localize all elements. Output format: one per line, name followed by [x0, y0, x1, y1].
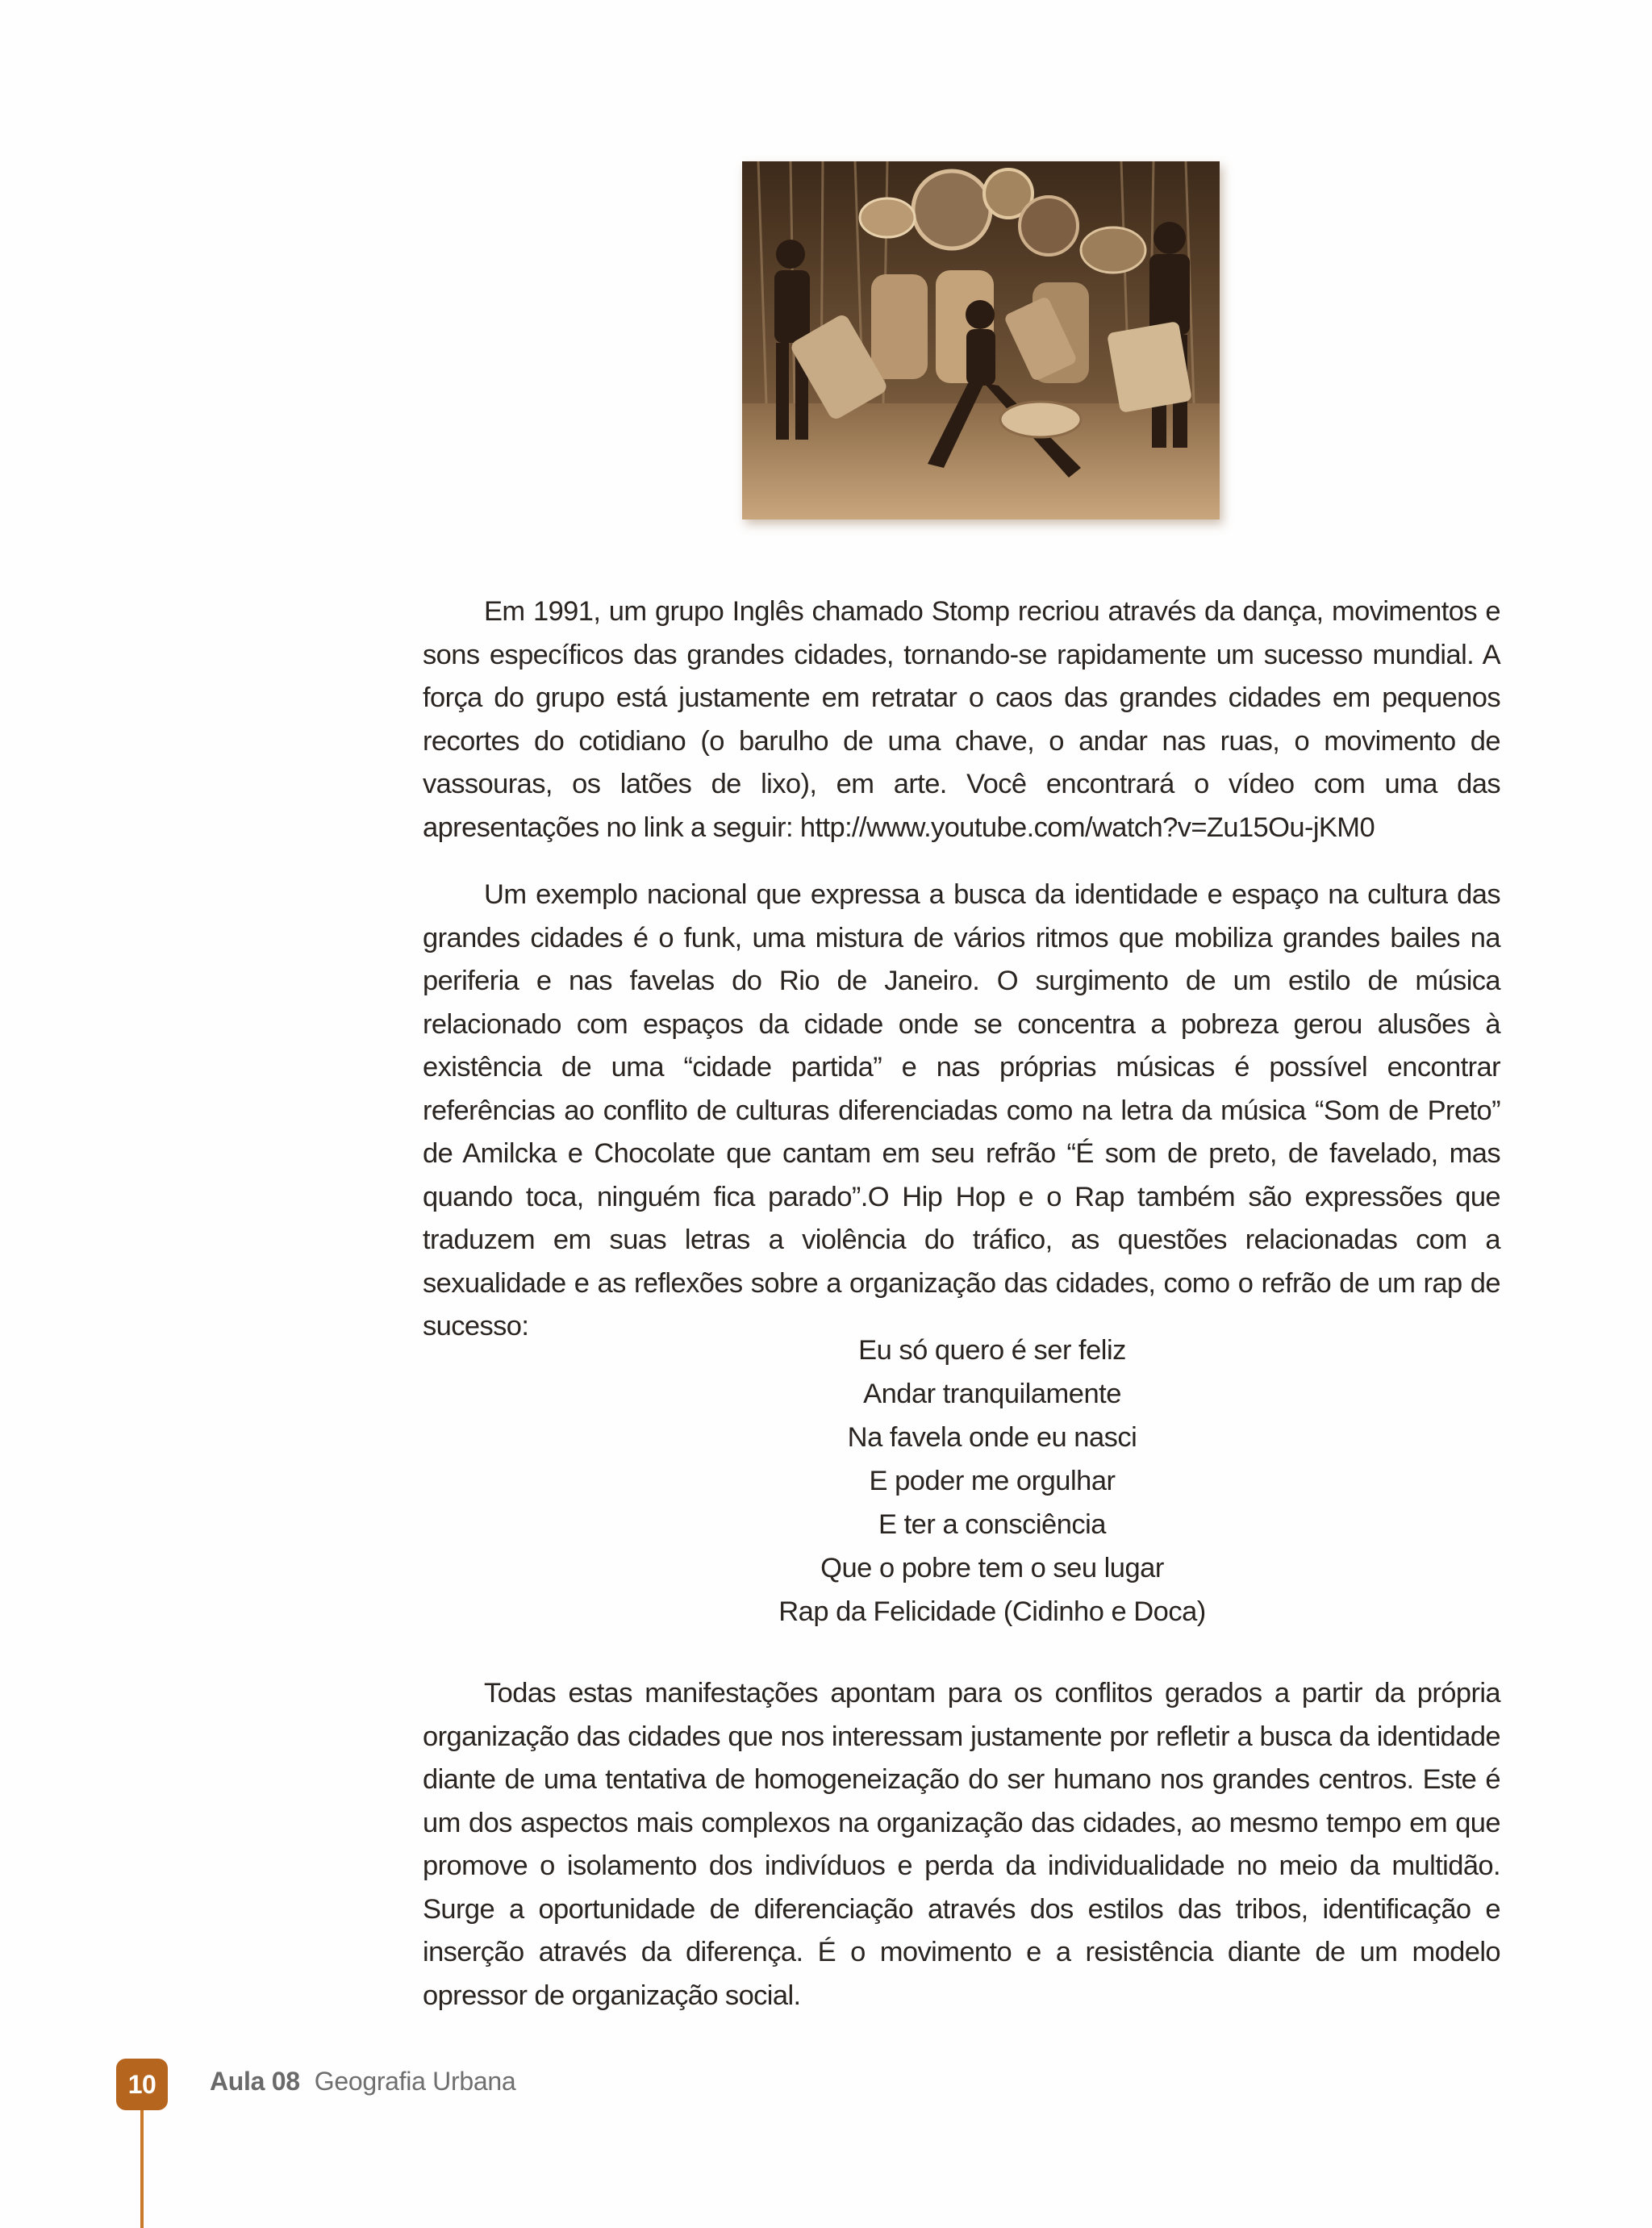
- course-title: Geografia Urbana: [314, 2067, 516, 2096]
- photo-illustration: [742, 161, 1220, 519]
- page-number: 10: [127, 2069, 156, 2099]
- lyric-line: Eu só quero é ser feliz: [858, 1335, 1126, 1366]
- footer-running-title: [210, 2067, 515, 2097]
- lyric-line: Na favela onde eu nasci: [847, 1422, 1137, 1453]
- paragraph-text: Todas estas manifestações apontam para os conflitos gerados a partir da própria organização das cidades que nos interessam justamente por refletir a busca da identidade diante de uma tentativa de homogeneização do ser humano nos grandes centros. Este é um dos aspectos mais complexos na organização das cidades, ao mesmo tempo em que promove o isolamento dos indivíduos e perda da individualidade no meio da multidão. Surge a oportunidade de diferenciação através dos estilos das tribos, identificação e inserção através da diferença. É o movimento e a resistência diante de um modelo opressor de organização social.: [423, 1678, 1500, 2011]
- paragraph-conclusion: [423, 1672, 1500, 2017]
- paragraph-stomp: [423, 590, 1500, 849]
- lyric-attribution: Rap da Felicidade (Cidinho e Doca): [778, 1596, 1206, 1627]
- paragraph-text: Em 1991, um grupo Inglês chamado Stomp recriou através da dança, movimentos e sons específicos das grandes cidades, tornando-se rapidamente um sucesso mundial. A força do grupo está justamente em retratar o caos das grandes cidades em pequenos recortes do cotidiano (o barulho de uma chave, o andar nas ruas, o movimento de vassouras, os latões de lixo), em arte. Você encontrará o vídeo com uma das apresentações no link a seguir: http://www.youtube.com/watch?v=Zu15Ou-jKM0: [423, 596, 1500, 843]
- rap-lyrics-quote: [565, 1329, 1420, 1633]
- lyric-line: Andar tranquilamente: [863, 1379, 1121, 1409]
- paragraph-funk: [423, 874, 1500, 1349]
- lyric-line: E ter a consciência: [878, 1509, 1106, 1540]
- lyric-line: E poder me orgulhar: [869, 1466, 1116, 1496]
- lesson-label: Aula 08: [210, 2067, 300, 2096]
- stomp-performers-photo: [742, 161, 1220, 519]
- paragraph-text: Um exemplo nacional que expressa a busca da identidade e espaço na cultura das grandes cidades é o funk, uma mistura de vários ritmos que mobiliza grandes bailes na periferia e nas favelas do Rio de Janeiro. O surgimento de um estilo de música relacionado com espaços da cidade onde se concentra a pobreza gerou alusões à existência de uma “cidade partida” e nas próprias músicas é possível encontrar referências ao conflito de culturas diferenciadas como na letra da música “Som de Preto” de Amilcka e Chocolate que cantam em seu refrão “É som de preto, de favelado, mas quando toca, ninguém fica parado”.O Hip Hop e o Rap também são expressões que traduzem em suas letras a violência do tráfico, as questões relacionadas com a sexualidade e as reflexões sobre a organização das cidades, como o refrão de um rap de sucesso:: [423, 879, 1500, 1341]
- lyric-line: Que o pobre tem o seu lugar: [820, 1553, 1164, 1583]
- page-number-badge: [116, 2059, 168, 2110]
